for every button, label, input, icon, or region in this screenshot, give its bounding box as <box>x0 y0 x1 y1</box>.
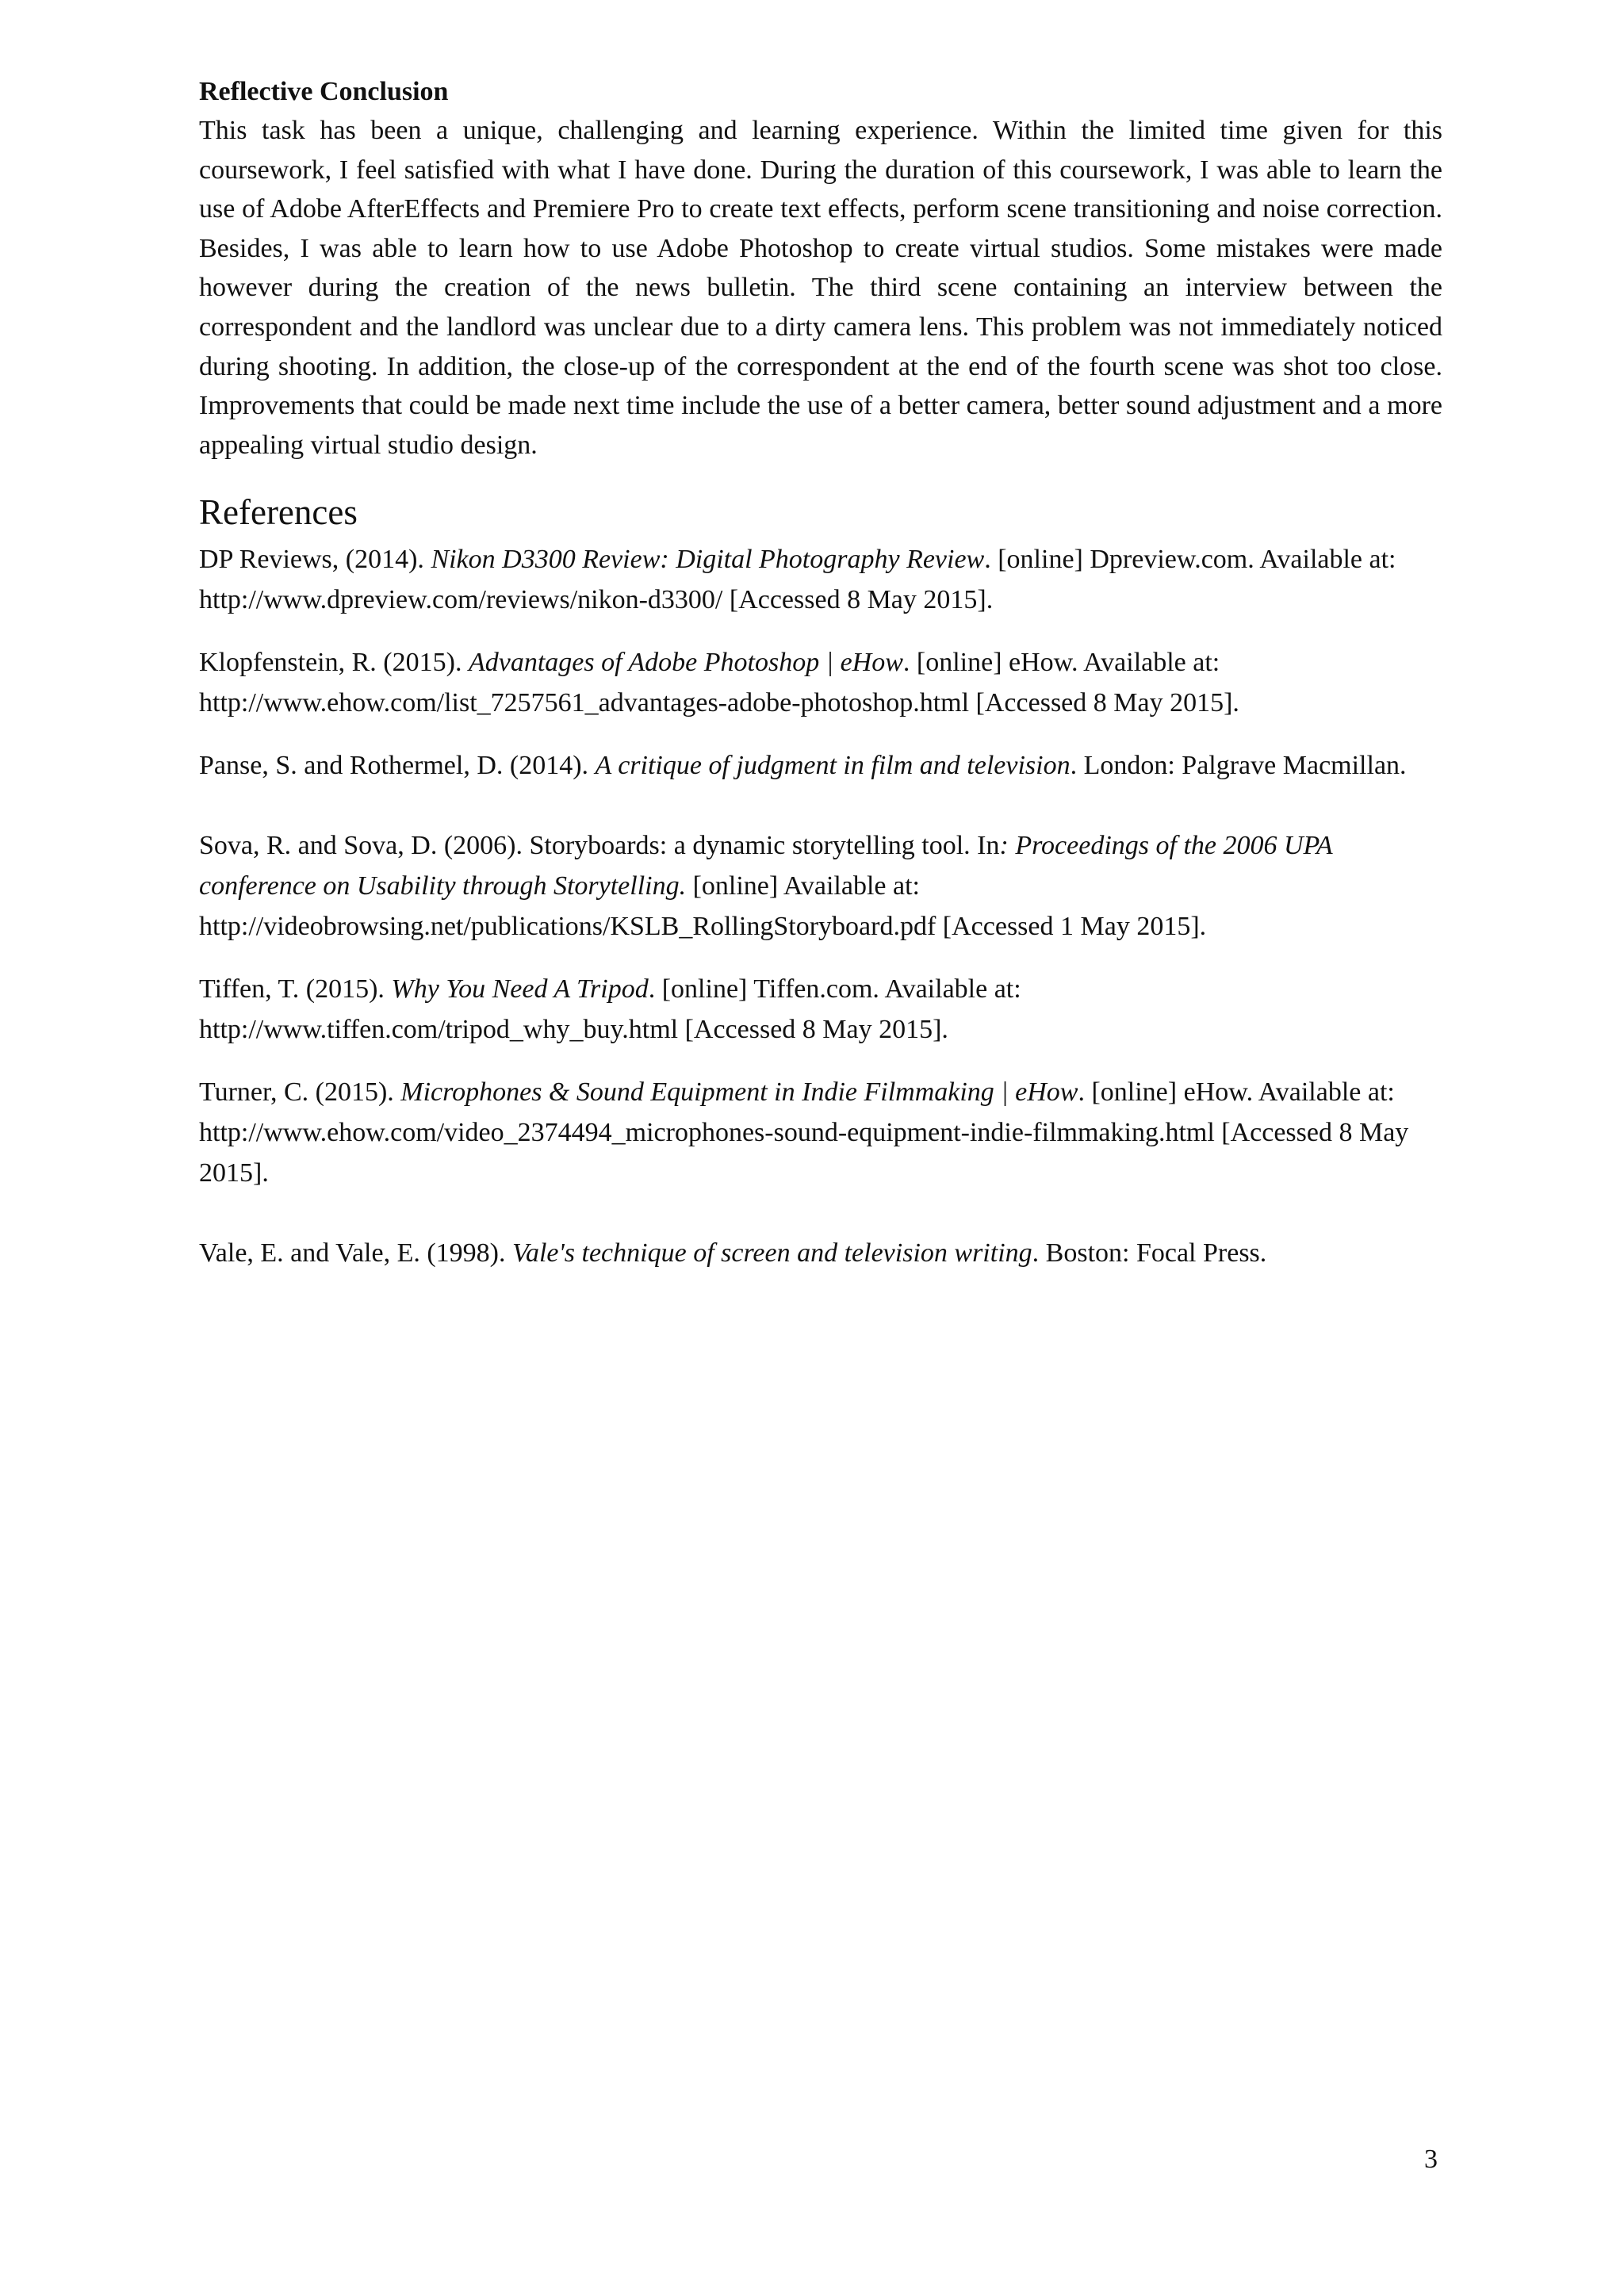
reference-details: . [online] Tiffen.com. Available at: http://www.tiffen.com/tripod_why_buy.html [Accessed 8 May 2015]. <box>199 974 1021 1045</box>
reference-title: Microphones & Sound Equipment in Indie Filmmaking | eHow <box>400 1077 1078 1108</box>
reference-details: . Boston: Focal Press. <box>1032 1238 1267 1269</box>
reference-details: . [online] Dpreview.com. Available at: http://www.dpreview.com/reviews/nikon-d3300/ [Accessed 8 May 2015]. <box>199 545 1396 615</box>
reference-title: Nikon D3300 Review: Digital Photography Review <box>431 545 985 575</box>
reference-item <box>199 539 1442 620</box>
conclusion-heading: Reflective Conclusion <box>199 77 449 106</box>
reference-item <box>199 1072 1442 1193</box>
reference-authors: Turner, C. (2015). <box>199 1077 401 1108</box>
reference-list <box>199 539 1442 1273</box>
reference-item <box>199 1233 1442 1273</box>
reference-title: : Proceedings of the 2006 UPA conference on Usability through Storytelling. <box>199 831 1333 901</box>
reference-authors: Sova, R. and Sova, D. (2006). Storyboards: a dynamic storytelling tool. In <box>199 831 1000 861</box>
page-content <box>199 73 1442 1273</box>
page-number: 3 <box>1424 2145 1438 2174</box>
reference-details: . [online] eHow. Available at: http://www.ehow.com/video_2374494_microphones-sound-equipment-indie-filmmaking.html [Accessed 8 May 2015]. <box>199 1077 1409 1188</box>
reference-item <box>199 969 1442 1050</box>
reference-title: Vale's technique of screen and television writing <box>511 1238 1032 1269</box>
reference-authors: Tiffen, T. (2015). <box>199 974 392 1004</box>
conclusion-paragraph: This task has been a unique, challenging and learning experience. Within the limited time given for this coursework, I feel satisfied with what I have done. During the duration of this coursework, I was able to learn the use of Adobe AfterEffects and Premiere Pro to create text effects, perform scene transitioning and noise correction. Besides, I was able to learn how to use Adobe Photoshop to create virtual studios. Some mistakes were made however during the creation of the news bulletin. The third scene containing an interview between the correspondent and the landlord was unclear due to a dirty camera lens. This problem was not immediately noticed during shooting. In addition, the close-up of the correspondent at the end of the fourth scene was shot too close. Improvements that could be made next time include the use of a better camera, better sound adjustment and a more appealing virtual studio design. <box>199 116 1442 460</box>
reference-item <box>199 745 1442 786</box>
references-heading: References <box>199 492 358 533</box>
reference-details: . London: Palgrave Macmillan. <box>1070 751 1407 781</box>
reference-item <box>199 825 1442 947</box>
reference-title: A critique of judgment in film and television <box>595 751 1071 781</box>
reference-authors: Klopfenstein, R. (2015). <box>199 648 469 678</box>
reference-authors: Panse, S. and Rothermel, D. (2014). <box>199 751 596 781</box>
reference-item <box>199 642 1442 723</box>
reference-title: Advantages of Adobe Photoshop | eHow <box>468 648 903 678</box>
reference-details: [online] Available at: http://videobrowsing.net/publications/KSLB_RollingStoryboard.pdf [Accessed 1 May 2015]. <box>199 871 1207 942</box>
reference-title: Why You Need A Tripod <box>391 974 649 1004</box>
reference-authors: DP Reviews, (2014). <box>199 545 431 575</box>
reference-authors: Vale, E. and Vale, E. (1998). <box>199 1238 512 1269</box>
reference-details: . [online] eHow. Available at: http://www.ehow.com/list_7257561_advantages-adobe-photoshop.html [Accessed 8 May 2015]. <box>199 648 1239 718</box>
